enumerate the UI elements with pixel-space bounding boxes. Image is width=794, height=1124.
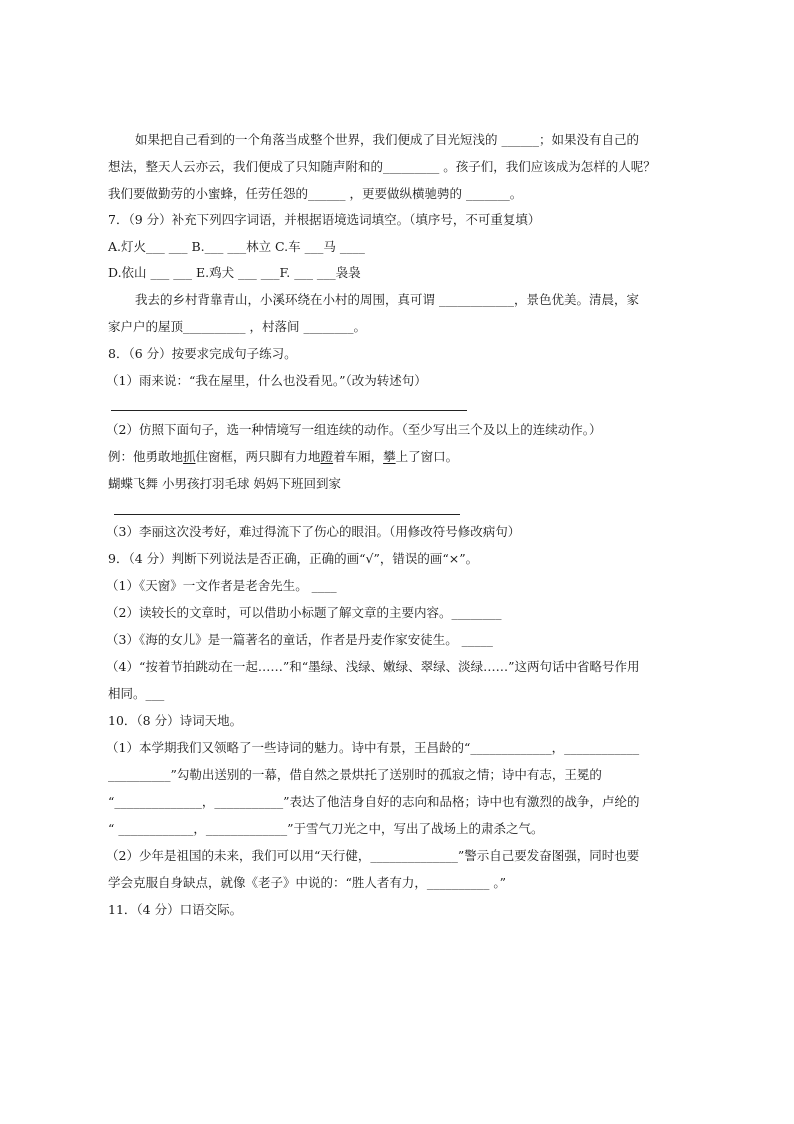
example-mid-1: 住窗框，两只脚有力地 [195,449,321,464]
q10-line-6: 学会克服自身缺点，就像《老子》中说的：“胜人者有力，__________ 。” [108,875,507,890]
intro-line-2: 想法，整天人云亦云，我们便成了只知随声附和的_________ 。孩子们，我们应该成为怎样的人呢？ [108,159,656,174]
example-verb-2: 蹬 [320,449,334,464]
intro-line-1: 如果把自己看到的一个角落当成整个世界，我们便成了目光短浅的 ______；如果没有自己的 [135,132,639,147]
q11-title: 11．（4 分）口语交际。 [108,902,243,917]
q9-item-3: （3）《海的女儿》是一篇著名的童话，作者是丹麦作家安徒生。 _____ [106,632,493,647]
q10-line-1: （1）本学期我们又领略了一些诗词的魅力。诗中有景，王昌龄的“_____________，____________ [106,740,640,755]
answer-line [111,410,467,411]
example-verb-3: 攀 [383,449,396,464]
q7-context-line-2: 家户户的屋顶__________ ，村落间 ________。 [108,319,366,334]
q7-context-line-1: 我去的乡村背靠青山，小溪环绕在小村的周围，真可谓 ____________，景色优美。清晨，家 [135,292,639,307]
intro-line-3: 我们要做勤劳的小蜜蜂，任劳任怨的______ ，更要做纵横驰骋的 _______。 [108,186,523,201]
q10-line-5: （2）少年是祖国的未来，我们可以用“天行健，______________”警示自己要发奋图强，同时也要 [106,848,640,863]
q8-example [108,448,458,466]
q8-title: 8．（6 分）按要求完成句子练习。 [108,346,297,361]
example-prefix: 例：他勇敢地 [108,449,184,464]
q10-line-2: __________”勾勒出送别的一幕，借自然之景烘托了送别时的孤寂之情；诗中有志，王冕的 [108,767,602,782]
q9-item-4-line-1: （4）“按着节拍跳动在一起……”和“墨绿、浅绿、嫩绿、翠绿、淡绿……”这两句话中省略号作用 [106,659,640,674]
q9-title: 9．（4 分）判断下列说法是否正确，正确的画“√”，错误的画“×”。 [108,551,479,566]
q7-options-row-1: A.灯火___ ___ B.___ ___林立 C.车 ___马 ____ [108,239,365,254]
example-suffix: 上了窗口。 [395,449,459,464]
q7-title: 7．（9 分）补充下列四字词语，并根据语境选词填空。（填序号，不可重复填） [108,212,541,227]
example-verb-1: 抓 [183,449,196,464]
q10-line-3: “______________，___________”表达了他洁身自好的志向和品格；诗中也有激烈的战争，卢纶的 [108,794,640,809]
q9-item-2: （2）读较长的文章时，可以借助小标题了解文章的主要内容。________ [106,605,502,620]
example-mid-2: 着车厢， [333,449,384,464]
q8-situations: 蝴蝶飞舞 小男孩打羽毛球 妈妈下班回到家 [108,476,341,491]
q8-part-2: （2）仿照下面句子，选一种情境写一组连续的动作。（至少写出三个及以上的连续动作。） [106,422,602,437]
q10-title: 10．（8 分）诗词天地。 [108,713,243,728]
q10-line-4: “ ____________，_____________”于雪气刀光之中，写出了战场上的肃杀之气。 [108,821,544,836]
q8-part-3: （3）李丽这次没考好，难过得流下了伤心的眼泪。（用修改符号修改病句） [106,524,521,539]
q7-options-row-2: D.依山 ___ ___ E.鸡犬 ___ ___F. ___ ___袅袅 [108,265,361,280]
q9-item-1: （1）《天窗》一文作者是老舍先生。 ____ [106,578,337,593]
answer-line [114,514,460,515]
q9-item-4-line-2: 相同。___ [108,686,165,701]
q8-part-1: （1）雨来说：“我在屋里，什么也没看见。”（改为转述句） [106,373,427,388]
